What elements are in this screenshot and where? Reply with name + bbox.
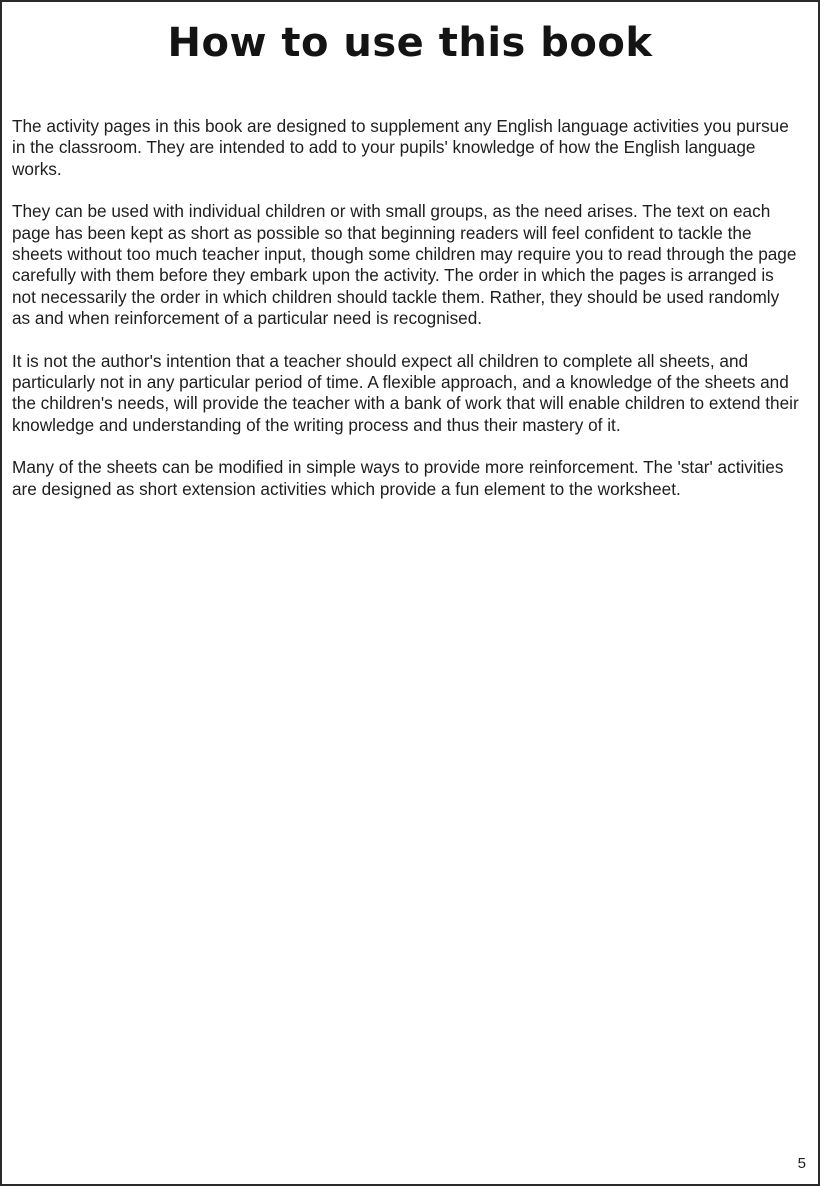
paragraph-intro: The activity pages in this book are designed to supplement any English language activities you pursue in the classroom. They are intended to add to your pupils' knowledge of how the English language works. (12, 116, 789, 179)
paragraph-flexibility: It is not the author's intention that a teacher should expect all children to complete all sheets, and particularly not in any particular period of time. A flexible approach, and a knowledge of the sheets and the children's needs, will provide the teacher with a bank of work that will enable children to extend their knowledge and understanding of the writing process and thus their mastery of it. (12, 350, 799, 435)
paragraph-modification: Many of the sheets can be modified in simple ways to provide more reinforcement. The 'star' activities are designed as short extension activities which provide a fun element to the worksheet. (12, 457, 784, 499)
paragraph-usage: They can be used with individual children or with small groups, as the need arises. The text on each page has been kept as short as possible so that beginning readers will feel confident to tackle the sheets without too much teacher input, though some children may require you to read through the page carefully with them before they embark upon the activity. The order in which the pages is arranged is not necessarily the order in which children should tackle them. Rather, they should be used randomly as and when reinforcement of a particular need is recognised. (12, 201, 797, 328)
page-number: 5 (797, 1155, 806, 1172)
body-text (12, 116, 802, 521)
page-title: How to use this book (167, 20, 653, 66)
